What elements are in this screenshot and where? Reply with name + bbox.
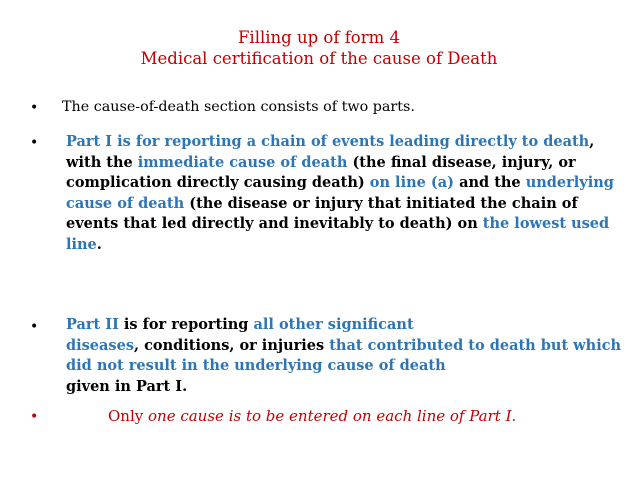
bullet-2-fragment: (the disease or injury that initiated the chain of events that led directly and inevitably to death) on xyxy=(66,194,578,233)
slide-title-line-1: Filling up of form 4 xyxy=(237,28,401,47)
bullet-2-fragment: , with the xyxy=(66,133,595,171)
bullet-3-fragment: , conditions, or injuries xyxy=(133,336,330,354)
one-cause-phrase: one cause xyxy=(148,407,224,425)
part-two-heading: Part II xyxy=(66,316,119,333)
bullet-1-sentence: The cause-of-death section consists of two parts. xyxy=(62,99,415,115)
bullet-2-fragment: (the final disease, injury, or complication directly causing death) xyxy=(66,153,576,192)
immediate-cause-phrase: immediate cause of death xyxy=(137,153,348,171)
bullet-2-text xyxy=(66,132,626,256)
bullet-4-marker: • xyxy=(30,409,39,425)
diseases-word: diseases xyxy=(66,336,134,354)
part-one-heading: Part I is for reporting a chain of events leading directly to death xyxy=(66,133,590,150)
lowest-used-line-phrase: the lowest used line xyxy=(66,215,610,253)
slide-title-line-2: Medical certification of the cause of Death xyxy=(140,49,498,68)
all-other-significant-phrase: all other significant xyxy=(253,316,414,333)
bullet-2-marker: • xyxy=(30,135,39,151)
bullet-2-fragment: and the xyxy=(454,174,526,192)
contributed-to-death-phrase: that contributed to death but which did not result in the underlying cause of death xyxy=(66,336,622,375)
bullet-3-marker: • xyxy=(30,319,39,335)
bullet-4-fragment: is to be entered on each line of Part I. xyxy=(223,407,517,425)
bullet-2-fragment: . xyxy=(96,235,102,253)
bullet-3-fragment: is for reporting xyxy=(118,316,254,333)
bullet-4-fragment: Only xyxy=(108,407,148,425)
bullet-3-text xyxy=(66,315,626,397)
line-a-phrase: on line (a) xyxy=(369,174,455,192)
bullet-4-text xyxy=(108,406,638,427)
bullet-3-fragment: given in Part I. xyxy=(66,377,188,395)
bullet-1-marker: • xyxy=(30,100,39,116)
underlying-cause-phrase: underlying cause of death xyxy=(66,174,614,212)
bullet-1-text xyxy=(62,97,622,118)
